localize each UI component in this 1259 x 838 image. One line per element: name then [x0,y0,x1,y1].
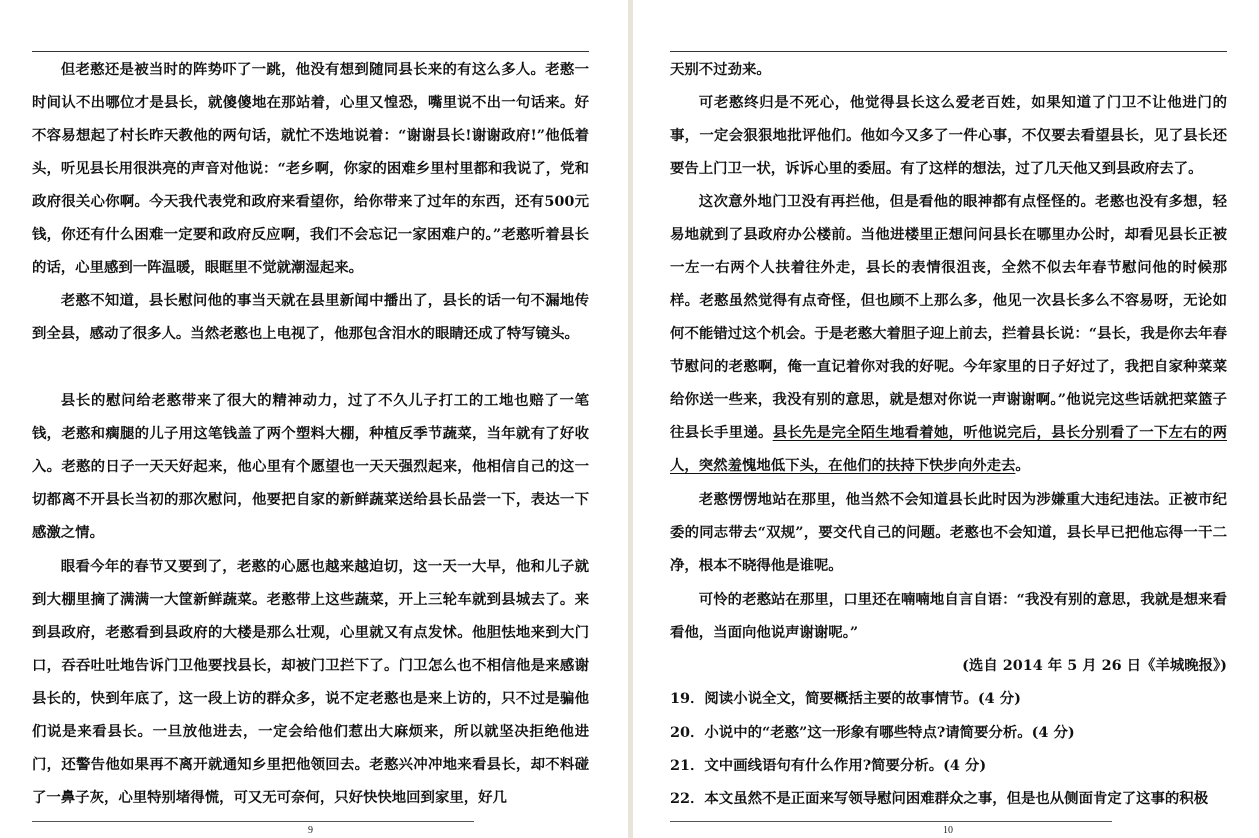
left-page [0,0,628,838]
left-paragraph-1: 但老憨还是被当时的阵势吓了一跳，他没有想到随同县长来的有这么多人。老憨一时间认不出哪位才是县长，就傻傻地在那站着，心里又惶恐，嘴里说不出一句话来。好不容易想起了村长昨天教他的两句话，就忙不迭地说着：“谢谢县长!谢谢政府!”他低着头，听见县长用很洪亮的声音对他说：“老乡啊，你家的困难乡里村里都和我说了，党和政府很关心你啊。今天我代表党和政府来看望你，给你带来了过年的东西，还有500元钱，你还有什么困难一定要和政府反应啊，我们不会忘记一家困难户的。”老憨听着县长的话，心里感到一阵温暖，眼眶里不觉就潮湿起来。 [32,61,589,276]
right-top-rule [670,51,1227,52]
right-paragraph-1: 天别不过劲来。 [670,61,771,78]
underlined-tail: 。 [1015,457,1030,474]
left-paragraph-4: 眼看今年的春节又要到了，老憨的心愿也越来越迫切，这一天一大早，他和儿子就到大棚里摘了满满一大筐新鲜蔬菜。老憨带上这些蔬菜，开上三轮车就到县城去了。来到县政府，老憨看到县政府的大楼是那么壮观，心里就又有点发怵。他胆怯地来到大门口，吞吞吐吐地告诉门卫他要找县长，却被门卫拦下了。门卫怎么也不相信他是来感谢县长的，快到年底了，这一段上访的群众多，说不定老憨也是来上访的，只不过是骗他们说是来看县长。一旦放他进去，一定会给他们惹出大麻烦来，所以就坚决拒绝他进门，还警告他如果再不离开就通知乡里把他领回去。老憨兴冲冲地来看县长，却不料碰了一鼻子灰，心里特别堵得慌，可又无可奈何，只好快快地回到家里，好几 [32,558,589,806]
right-paragraph-2: 可老憨终归是不死心，他觉得县长这么爱老百姓，如果知道了门卫不让他进门的事，一定会狠狠地批评他们。他如今又多了一件心事，不仅要去看望县长，见了县长还要告上门卫一状，诉诉心里的委屈。有了这样的想法，过了几天他又到县政府去了。 [670,94,1227,177]
source-citation: (选自 2014 年 5 月 26 日《羊城晚报》) [962,657,1227,674]
right-page-number: 10 [943,825,953,836]
right-paragraph-4: 老憨愣愣地站在那里，他当然不会知道县长此时因为涉嫌重大违纪违法。正被市纪委的同志带去“双规”，要交代自己的问题。老憨也不会知道，县长早已把他忘得一干二净，根本不晓得他是谁呢。 [670,491,1227,574]
right-bottom-rule [670,821,1112,822]
right-page [633,0,1259,838]
question-20: 20．小说中的“老憨”这一形象有哪些特点?请简要分析。(4 分) [670,724,1075,741]
left-page-number: 9 [308,825,313,836]
left-bottom-rule [32,821,474,822]
left-paragraph-2: 老憨不知道，县长慰问他的事当天就在县里新闻中播出了，县长的话一句不漏地传到全县，感动了很多人。当然老憨也上电视了，他那包含泪水的眼睛还成了特写镜头。 [32,292,589,342]
right-paragraph-3 [670,185,1227,482]
question-19: 19．阅读小说全文，简要概括主要的故事情节。(4 分) [670,690,1021,707]
underlined-sentence: 县长先是完全陌生地看着她，听他说完后，县长分别看了一下左右的两人，突然羞愧地低下头，在他们的扶持下快步向外走去 [670,424,1227,474]
right-paragraph-5: 可怜的老憨站在那里，口里还在喃喃地自言自语：“我没有别的意思，我就是想来看看他，当面向他说声谢谢呢。” [670,591,1227,641]
question-22: 22．本文虽然不是正面来写领导慰问困难群众之事，但是也从侧面肯定了这事的积极 [670,790,1209,807]
question-21: 21．文中画线语句有什么作用?简要分析。(4 分) [670,757,987,774]
right-paragraph-3-text: 这次意外地门卫没有再拦他，但是看他的眼神都有点怪怪的。老憨也没有多想，轻易地就到了县政府办公楼前。当他进楼里正想问问县长在哪里办公时，却看见县长正被一左一右两个人扶着往外走，县长的表情很沮丧，全然不似去年春节慰问他的时候那样。老憨虽然觉得有点奇怪，但也顾不上那么多，他见一次县长多么不容易呀，无论如何不能错过这个机会。于是老憨大着胆子迎上前去，拦着县长说：“县长，我是你去年春节慰问的老憨啊，俺一直记着你对我的好呢。今年家里的日子好过了，我把自家种菜菜给你送一些来，我没有别的意思，就是想对你说一声谢谢啊。”他说完这些话就把菜篮子往县长手里递。 [670,193,1227,441]
left-top-rule [32,51,589,52]
left-paragraph-3: 县长的慰问给老憨带来了很大的精神动力，过了不久儿子打工的工地也赔了一笔钱，老憨和瘸腿的儿子用这笔钱盖了两个塑料大棚，种植反季节蔬菜，当年就有了好收入。老憨的日子一天天好起来，他心里有个愿望也一天天强烈起来，他相信自己的这一切都离不开县长当初的那次慰问，他要把自家的新鲜蔬菜送给县长品尝一下，表达一下感激之情。 [32,392,589,541]
